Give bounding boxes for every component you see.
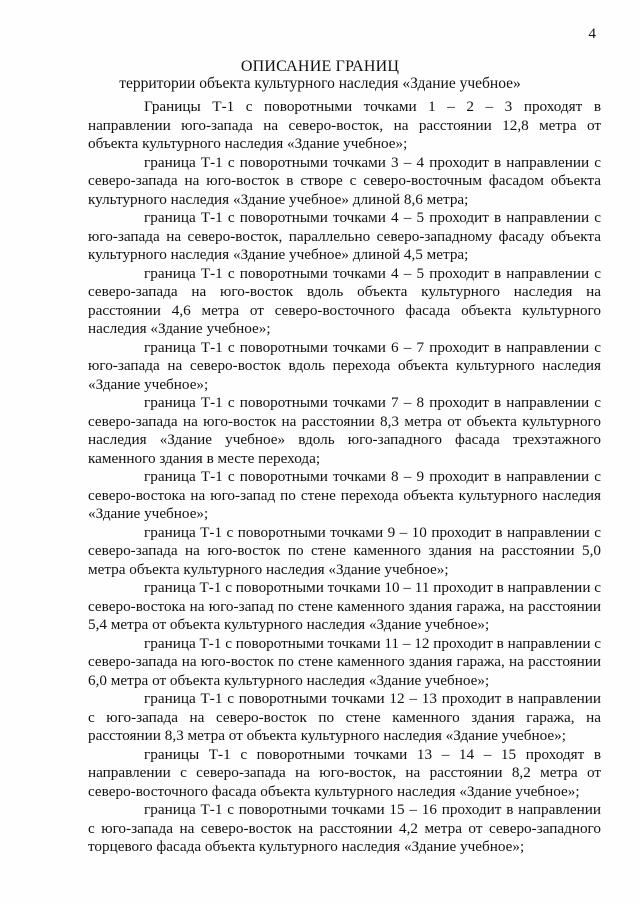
boundary-paragraph: границы Т-1 с поворотными точками 13 – 14 – 15 проходят в направлении с северо-запада на юго-восток, на расстоянии 8,2 метра от северо-восточного фасада объекта культурного наследия «Здание учебное»; — [88, 745, 601, 800]
boundary-paragraph: граница Т-1 с поворотными точками 15 – 16 проходит в направлении с юго-запада на северо-восток на расстоянии 4,2 метра от северо-западного торцевого фасада объекта культурного наследия «Здание учебное»; — [88, 801, 601, 855]
document-title: ОПИСАНИЕ ГРАНИЦ — [240, 58, 400, 75]
boundary-paragraph: граница Т-1 с поворотными точками 6 – 7 проходит в направлении с юго-запада на северо-восток вдоль перехода объекта культурного наследия «Здание учебное»; — [88, 338, 601, 393]
boundary-paragraph: граница Т-1 с поворотными точками 12 – 13 проходит в направлении с юго-запада на северо-восток по стене каменного здания гаража, на расстоянии 8,3 метра от объекта культурного наследия «Здание учебное»; — [88, 690, 601, 744]
boundary-paragraph: граница Т-1 с поворотными точками 4 – 5 проходит в направлении с юго-запада на северо-восток, параллельно северо-западному фасаду объекта культурного наследия «Здание учебное» длиной 4,5 метра; — [88, 209, 601, 263]
page-number: 4 — [588, 26, 596, 42]
boundary-paragraph: граница Т-1 с поворотными точками 7 – 8 проходит в направлении с северо-запада на юго-восток на расстоянии 8,3 метра от объекта культурного наследия «Здание учебное» вдоль юго-западного фасада трехэтажного каменного здания в месте перехода; — [88, 394, 601, 467]
boundary-paragraph: Границы Т-1 с поворотными точками 1 – 2 – 3 проходят в направлении юго-запада на северо-восток, на расстоянии 12,8 метра от объекта культурного наследия «Здание учебное»; — [88, 98, 601, 152]
document-subtitle: территории объекта культурного наследия «Здание учебное» — [119, 75, 521, 92]
boundary-paragraph: граница Т-1 с поворотными точками 9 – 10 проходит в направлении с северо-запада на юго-восток по стене каменного здания на расстоянии 5,0 метра объекта культурного наследия «Здание учебное»; — [88, 523, 601, 578]
boundary-paragraph: граница Т-1 с поворотными точками 11 – 12 проходит в направлении с северо-запада на юго-восток по стене каменного здания гаража, на расстоянии 6,0 метра от объекта культурного наследия «Здание учебное»; — [88, 634, 601, 689]
boundary-paragraph: граница Т-1 с поворотными точками 4 – 5 проходит в направлении с северо-запада на юго-восток вдоль объекта культурного наследия на расстоянии 4,6 метра от северо-восточного фасада объекта культурного наследия «Здание учебное»; — [88, 264, 601, 337]
boundary-paragraph: граница Т-1 с поворотными точками 8 – 9 проходит в направлении с северо-востока на юго-запад по стене перехода объекта культурного наследия «Здание учебное»; — [88, 468, 601, 522]
document-body — [88, 98, 601, 857]
boundary-paragraph: граница Т-1 с поворотными точками 10 – 11 проходит в направлении с северо-востока на юго-запад по стене каменного здания гаража, на расстоянии 5,4 метра от объекта культурного наследия «Здание учебное»; — [88, 579, 601, 633]
boundary-paragraph: граница Т-1 с поворотными точками 3 – 4 проходит в направлении с северо-запада на юго-восток в створе с северо-восточным фасадом объекта культурного наследия «Здание учебное» длиной 8,6 метра; — [88, 153, 601, 208]
